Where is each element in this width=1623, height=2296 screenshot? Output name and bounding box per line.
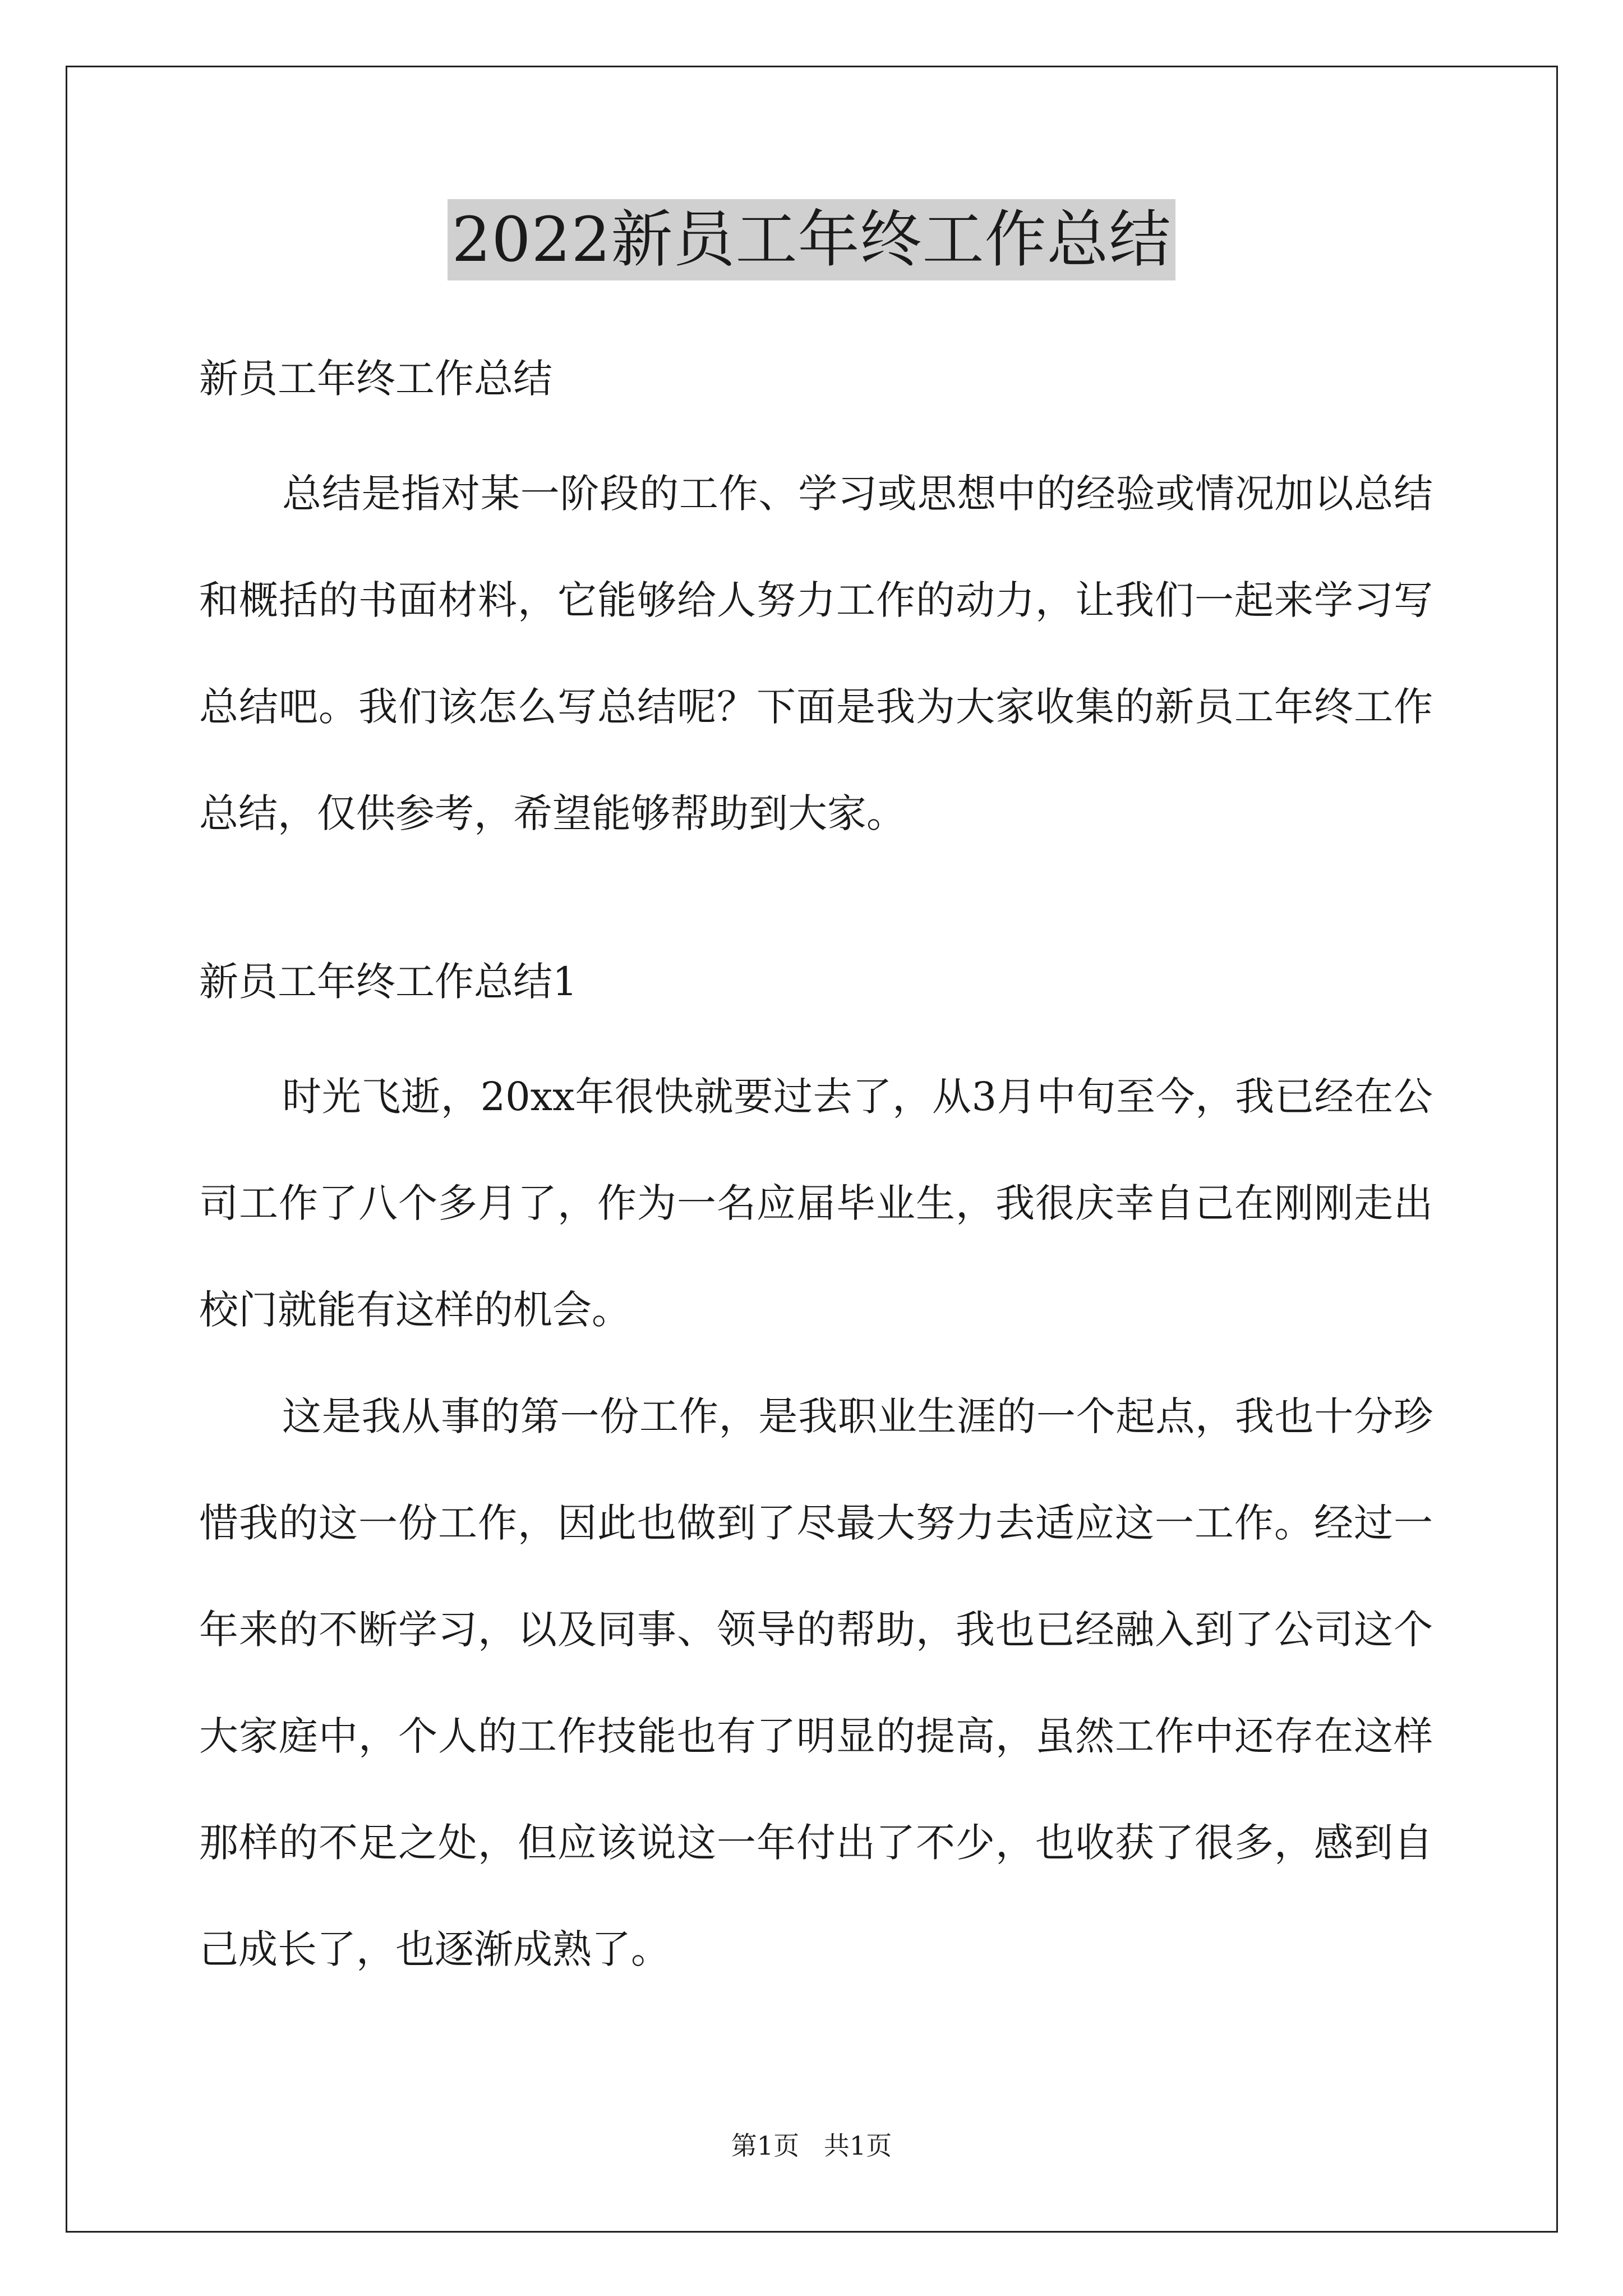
section-heading: 新员工年终工作总结1 — [199, 959, 578, 1005]
document-body — [199, 348, 1433, 2003]
spacer — [199, 867, 1433, 951]
section-paragraph: 这是我从事的第一份工作，是我职业生涯的一个起点，我也十分珍惜我的这一份工作，因此也做到了尽最大努力去适应这一工作。经过一年来的不断学习，以及同事、领导的帮助，我也已经融入到了公司这个大家庭中，个人的工作技能也有了明显的提高，虽然工作中还存在这样那样的不足之处，但应该说这一年付出了不少，也收获了很多，感到自己成长了，也逐渐成熟了。 — [199, 1393, 1433, 1972]
page-footer: 第1页 共1页 — [731, 2131, 892, 2161]
document-title: 2022新员工年终工作总结 — [448, 199, 1176, 280]
intro-paragraph: 总结是指对某一阶段的工作、学习或思想中的经验或情况加以总结和概括的书面材料，它能够给人努力工作的动力，让我们一起来学习写总结吧。我们该怎么写总结呢？下面是我为大家收集的新员工年终工作总结，仅供参考，希望能够帮助到大家。 — [199, 471, 1433, 836]
section-paragraph: 时光飞逝，20xx年很快就要过去了，从3月中旬至今，我已经在公司工作了八个多月了，作为一名应届毕业生，我很庆幸自己在刚刚走出校门就能有这样的机会。 — [199, 1074, 1433, 1333]
document-subtitle: 新员工年终工作总结 — [199, 356, 552, 402]
title-container — [0, 199, 1623, 280]
spacer — [199, 409, 1433, 440]
spacer — [199, 1013, 1433, 1043]
